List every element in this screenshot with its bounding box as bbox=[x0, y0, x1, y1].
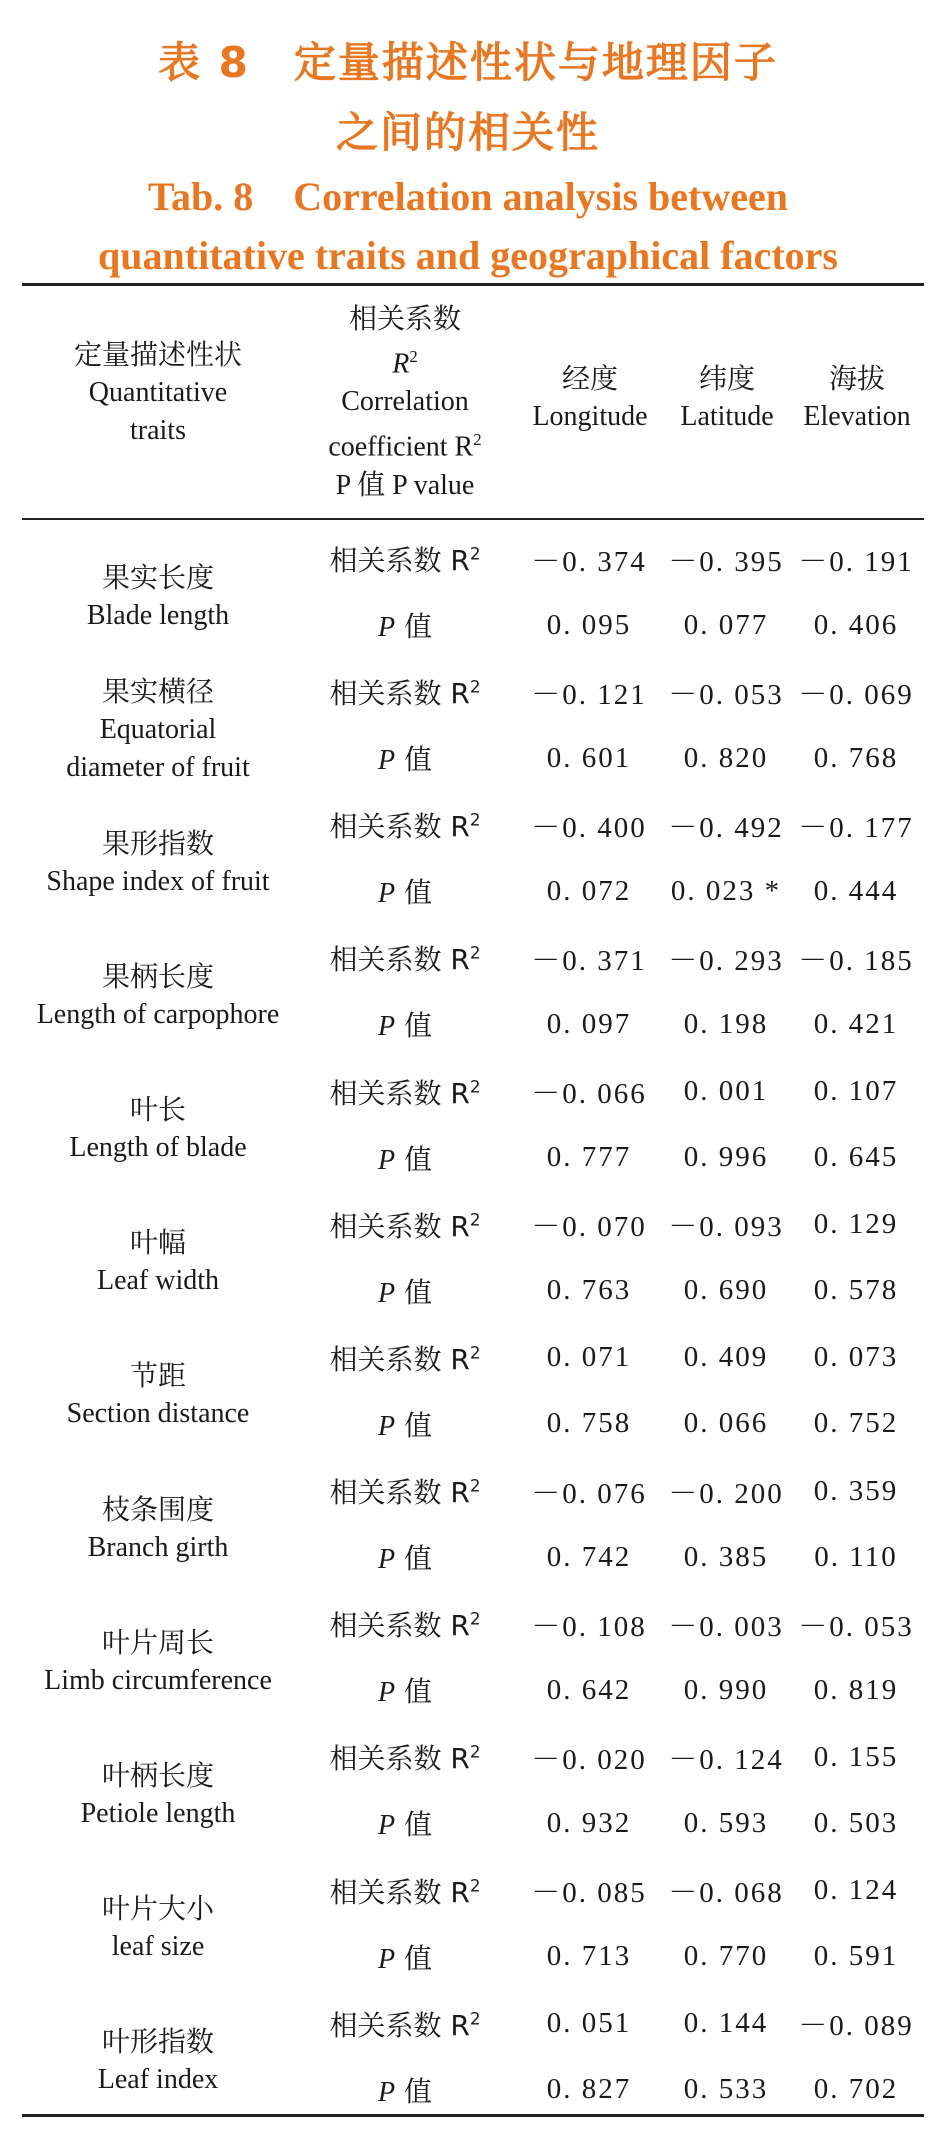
trait-name-zh: 果形指数 bbox=[101, 826, 214, 860]
correlation-label: 相关系数 $R^2$ bbox=[329, 809, 481, 844]
trait-group bbox=[22, 1329, 924, 1462]
p-value-label: P 值 bbox=[377, 1408, 432, 1442]
trait-group bbox=[22, 1862, 924, 1995]
trait-name-zh: 果柄长度 bbox=[101, 959, 214, 993]
trait-name bbox=[22, 1462, 294, 1595]
latitude-cell: 0. 770 bbox=[683, 1940, 769, 1973]
header-coef-p: P 值 P value bbox=[335, 469, 475, 501]
elevation-cell: 0. 444 bbox=[813, 874, 899, 907]
header-ele-en: Elevation bbox=[803, 401, 911, 432]
trait-group bbox=[22, 1196, 924, 1329]
trait-name-en: Section distance bbox=[66, 1398, 250, 1430]
longitude-cell: 0. 742 bbox=[546, 1540, 632, 1573]
trait-group bbox=[22, 1995, 924, 2128]
elevation-cell: 0. 073 bbox=[813, 1341, 899, 1374]
p-value-label: P 值 bbox=[377, 1675, 432, 1709]
longitude-cell: －0. 076 bbox=[531, 1477, 647, 1510]
trait-name bbox=[22, 1063, 294, 1196]
trait-name bbox=[22, 1595, 294, 1728]
correlation-row bbox=[295, 933, 924, 983]
correlation-row bbox=[295, 1200, 924, 1250]
trait-name-zh: 叶形指数 bbox=[101, 2025, 214, 2059]
elevation-cell: －0. 089 bbox=[798, 2010, 914, 2043]
header-coef-en1: Correlation bbox=[341, 386, 469, 418]
elevation-cell: 0. 819 bbox=[813, 1673, 899, 1706]
elevation-cell: 0. 155 bbox=[813, 1740, 899, 1773]
p-value-label: P 值 bbox=[377, 610, 432, 643]
header-trait bbox=[22, 336, 294, 450]
trait-name bbox=[22, 929, 294, 1062]
trait-name-en: Leaf index bbox=[97, 2064, 219, 2096]
p-value-label: P 值 bbox=[377, 1808, 432, 1842]
elevation-cell: 0. 752 bbox=[813, 1407, 899, 1440]
latitude-cell: －0. 093 bbox=[668, 1211, 784, 1244]
trait-name-zh: 果实横径 bbox=[101, 674, 214, 708]
trait-name-en: Equatorial bbox=[99, 713, 217, 745]
correlation-label: 相关系数 $R^2$ bbox=[329, 1742, 481, 1776]
trait-name-en: Leaf width bbox=[96, 1265, 220, 1297]
correlation-row bbox=[295, 1732, 924, 1782]
p-value-row bbox=[295, 733, 924, 783]
trait-name bbox=[22, 1728, 294, 1861]
latitude-cell: 0. 409 bbox=[683, 1341, 769, 1374]
longitude-cell: －0. 070 bbox=[531, 1211, 647, 1244]
caption-en-line2: quantitative traits and geographical factors bbox=[98, 233, 838, 278]
elevation-cell: 0. 702 bbox=[813, 2073, 899, 2106]
trait-name-zh: 枝条围度 bbox=[101, 1492, 214, 1526]
latitude-cell: 0. 533 bbox=[683, 2073, 769, 2106]
trait-name bbox=[22, 663, 294, 796]
trait-name-zh: 叶幅 bbox=[129, 1226, 186, 1260]
latitude-cell: －0. 492 bbox=[668, 811, 784, 844]
longitude-cell: 0. 095 bbox=[546, 608, 632, 641]
elevation-cell: 0. 359 bbox=[813, 1474, 899, 1507]
trait-name bbox=[22, 1329, 294, 1462]
p-value-label: P 值 bbox=[377, 876, 432, 910]
header-ele-zh: 海拔 bbox=[828, 362, 885, 395]
correlation-label: 相关系数 $R^2$ bbox=[329, 2008, 481, 2042]
longitude-cell: －0. 371 bbox=[531, 944, 647, 977]
p-value-label: P 值 bbox=[377, 1941, 432, 1975]
header-lat-zh: 纬度 bbox=[698, 362, 755, 395]
p-value-label: P 值 bbox=[377, 1275, 432, 1309]
longitude-cell: 0. 758 bbox=[546, 1407, 632, 1440]
elevation-cell: －0. 177 bbox=[798, 811, 914, 844]
header-lon-zh: 经度 bbox=[561, 362, 618, 395]
trait-name-en: Blade length bbox=[86, 599, 230, 631]
trait-name bbox=[22, 1862, 294, 1995]
p-value-label: P 值 bbox=[377, 2074, 432, 2108]
elevation-cell: 0. 110 bbox=[814, 1540, 898, 1573]
correlation-label: 相关系数 $R^2$ bbox=[329, 1475, 481, 1510]
p-value-label: P 值 bbox=[377, 743, 432, 777]
latitude-cell: 0. 198 bbox=[683, 1007, 769, 1040]
trait-group bbox=[22, 663, 924, 796]
trait-name-en: Limb circumference bbox=[44, 1664, 272, 1696]
elevation-cell: 0. 578 bbox=[813, 1274, 899, 1307]
trait-name bbox=[22, 530, 294, 663]
elevation-cell: 0. 107 bbox=[813, 1075, 899, 1108]
header-elevation bbox=[790, 360, 924, 436]
longitude-cell: 0. 642 bbox=[546, 1673, 632, 1706]
header-coef-r: R bbox=[392, 348, 410, 380]
caption-zh-line2: 之间的相关性 bbox=[335, 108, 600, 157]
elevation-cell: 0. 421 bbox=[813, 1007, 899, 1040]
longitude-cell: －0. 085 bbox=[531, 1877, 647, 1910]
longitude-cell: 0. 932 bbox=[546, 1806, 632, 1839]
longitude-cell: －0. 374 bbox=[531, 545, 647, 578]
p-value-row bbox=[295, 1932, 924, 1982]
header-longitude bbox=[516, 360, 664, 436]
longitude-cell: 0. 763 bbox=[546, 1274, 632, 1307]
elevation-cell: 0. 768 bbox=[813, 741, 899, 774]
longitude-cell: 0. 071 bbox=[546, 1341, 632, 1374]
elevation-cell: 0. 503 bbox=[813, 1806, 899, 1839]
trait-name-en: Branch girth bbox=[87, 1531, 229, 1563]
correlation-label: 相关系数 $R^2$ bbox=[329, 1209, 481, 1243]
latitude-cell: 0. 385 bbox=[683, 1540, 769, 1573]
longitude-cell: 0. 072 bbox=[546, 874, 632, 907]
longitude-cell: －0. 121 bbox=[531, 678, 647, 711]
correlation-row bbox=[295, 1999, 924, 2049]
trait-name-en: Length of blade bbox=[69, 1132, 247, 1164]
trait-name-en: Petiole length bbox=[80, 1797, 236, 1829]
elevation-cell: －0. 069 bbox=[798, 678, 914, 711]
trait-name-en: Length of carpophore bbox=[36, 998, 280, 1030]
p-value-row bbox=[295, 1665, 924, 1715]
correlation-label: 相关系数 $R^2$ bbox=[329, 943, 481, 977]
correlation-row bbox=[295, 1067, 924, 1117]
latitude-cell: －0. 200 bbox=[668, 1477, 784, 1510]
correlation-label: 相关系数 $R^2$ bbox=[329, 676, 481, 711]
p-value-row bbox=[295, 1133, 924, 1183]
longitude-cell: 0. 827 bbox=[546, 2073, 632, 2106]
trait-group bbox=[22, 1063, 924, 1196]
latitude-cell: 0. 996 bbox=[683, 1141, 769, 1174]
table-body bbox=[22, 530, 924, 2128]
header-coefficient: 相关系数 $R^2$ Correlation coefficient $R^2$ P 值 P value bbox=[295, 300, 515, 505]
p-value-row bbox=[295, 1798, 924, 1848]
trait-name-zh: 叶长 bbox=[129, 1093, 186, 1127]
correlation-row bbox=[295, 800, 924, 850]
latitude-cell: 0. 001 bbox=[683, 1075, 769, 1108]
correlation-row bbox=[295, 1866, 924, 1916]
table-top-rule bbox=[22, 283, 924, 286]
header-trait-zh: 定量描述性状 bbox=[73, 338, 242, 371]
p-value-row bbox=[295, 999, 924, 1049]
trait-name bbox=[22, 1995, 294, 2128]
elevation-cell: 0. 406 bbox=[813, 608, 899, 641]
longitude-cell: 0. 777 bbox=[546, 1141, 632, 1174]
p-value-row bbox=[295, 866, 924, 916]
header-lat-en: Latitude bbox=[680, 401, 774, 432]
header-trait-en1: Quantitative bbox=[88, 377, 228, 408]
correlation-label: 相关系数 $R^2$ bbox=[329, 1608, 481, 1643]
p-value-row bbox=[295, 1266, 924, 1316]
p-value-label: P 值 bbox=[377, 1542, 432, 1576]
elevation-cell: 0. 129 bbox=[813, 1208, 899, 1241]
correlation-row bbox=[295, 667, 924, 717]
latitude-cell: －0. 293 bbox=[668, 944, 784, 977]
latitude-cell: －0. 068 bbox=[668, 1877, 784, 1910]
trait-name bbox=[22, 796, 294, 929]
longitude-cell: －0. 066 bbox=[531, 1078, 647, 1111]
p-value-row bbox=[295, 1399, 924, 1449]
longitude-cell: －0. 400 bbox=[531, 811, 647, 844]
trait-name bbox=[22, 1196, 294, 1329]
table-header-rule bbox=[22, 518, 924, 520]
elevation-cell: －0. 185 bbox=[798, 944, 914, 977]
longitude-cell: －0. 020 bbox=[531, 1743, 647, 1776]
longitude-cell: 0. 601 bbox=[546, 741, 632, 774]
p-value-row bbox=[295, 1532, 924, 1582]
correlation-label: 相关系数 $R^2$ bbox=[329, 1076, 481, 1110]
header-coef-en2: coefficient R bbox=[328, 431, 474, 463]
trait-name-en: Shape index of fruit bbox=[46, 865, 270, 897]
latitude-cell: 0. 066 bbox=[683, 1407, 769, 1440]
latitude-cell: －0. 003 bbox=[668, 1610, 784, 1643]
trait-name-zh: 叶片大小 bbox=[101, 1892, 214, 1926]
table-bottom-rule bbox=[22, 2114, 924, 2117]
p-value-row bbox=[295, 2065, 924, 2115]
elevation-cell: 0. 645 bbox=[813, 1141, 899, 1174]
trait-name-zh: 果实长度 bbox=[101, 560, 214, 594]
trait-group bbox=[22, 796, 924, 929]
correlation-label: 相关系数 $R^2$ bbox=[329, 1342, 481, 1376]
latitude-cell: －0. 124 bbox=[668, 1743, 784, 1776]
trait-group bbox=[22, 929, 924, 1062]
header-latitude bbox=[664, 360, 790, 436]
latitude-cell: 0. 023 * bbox=[670, 874, 782, 907]
trait-name-zh: 叶片周长 bbox=[101, 1625, 214, 1659]
p-value-row bbox=[295, 600, 924, 650]
latitude-cell: 0. 593 bbox=[683, 1806, 769, 1839]
trait-name-en: diameter of fruit bbox=[66, 751, 250, 783]
elevation-cell: －0. 191 bbox=[798, 545, 914, 578]
caption-en-line1: Tab. 8 Correlation analysis between bbox=[147, 174, 789, 219]
correlation-label: 相关系数 $R^2$ bbox=[329, 1875, 481, 1909]
longitude-cell: －0. 108 bbox=[531, 1610, 647, 1643]
trait-group bbox=[22, 1595, 924, 1728]
latitude-cell: 0. 990 bbox=[683, 1673, 769, 1706]
header-trait-en2: traits bbox=[130, 415, 186, 446]
p-value-label: P 值 bbox=[377, 1142, 432, 1176]
correlation-row bbox=[295, 534, 924, 584]
correlation-row bbox=[295, 1599, 924, 1649]
longitude-cell: 0. 713 bbox=[546, 1940, 632, 1973]
trait-name-en: leaf size bbox=[111, 1931, 205, 1963]
latitude-cell: －0. 053 bbox=[668, 678, 784, 711]
elevation-cell: 0. 124 bbox=[813, 1874, 899, 1907]
header-lon-en: Longitude bbox=[532, 401, 648, 432]
correlation-row bbox=[295, 1333, 924, 1383]
latitude-cell: 0. 144 bbox=[683, 2007, 769, 2040]
p-value-label: P 值 bbox=[377, 1009, 432, 1043]
trait-name-zh: 节距 bbox=[129, 1359, 186, 1393]
latitude-cell: 0. 690 bbox=[683, 1274, 769, 1307]
trait-name-zh: 叶柄长度 bbox=[101, 1758, 214, 1792]
elevation-cell: 0. 591 bbox=[813, 1940, 899, 1973]
correlation-label: 相关系数 $R^2$ bbox=[329, 543, 481, 577]
trait-group bbox=[22, 530, 924, 663]
caption-zh-line1: 表 8 定量描述性状与地理因子 bbox=[158, 38, 778, 87]
latitude-cell: 0. 820 bbox=[683, 741, 769, 774]
correlation-row bbox=[295, 1466, 924, 1516]
latitude-cell: －0. 395 bbox=[668, 545, 784, 578]
latitude-cell: 0. 077 bbox=[683, 608, 769, 641]
trait-group bbox=[22, 1728, 924, 1861]
elevation-cell: －0. 053 bbox=[798, 1610, 914, 1643]
longitude-cell: 0. 097 bbox=[546, 1007, 632, 1040]
longitude-cell: 0. 051 bbox=[546, 2007, 632, 2040]
header-coef-zh: 相关系数 bbox=[348, 302, 461, 335]
trait-group bbox=[22, 1462, 924, 1595]
